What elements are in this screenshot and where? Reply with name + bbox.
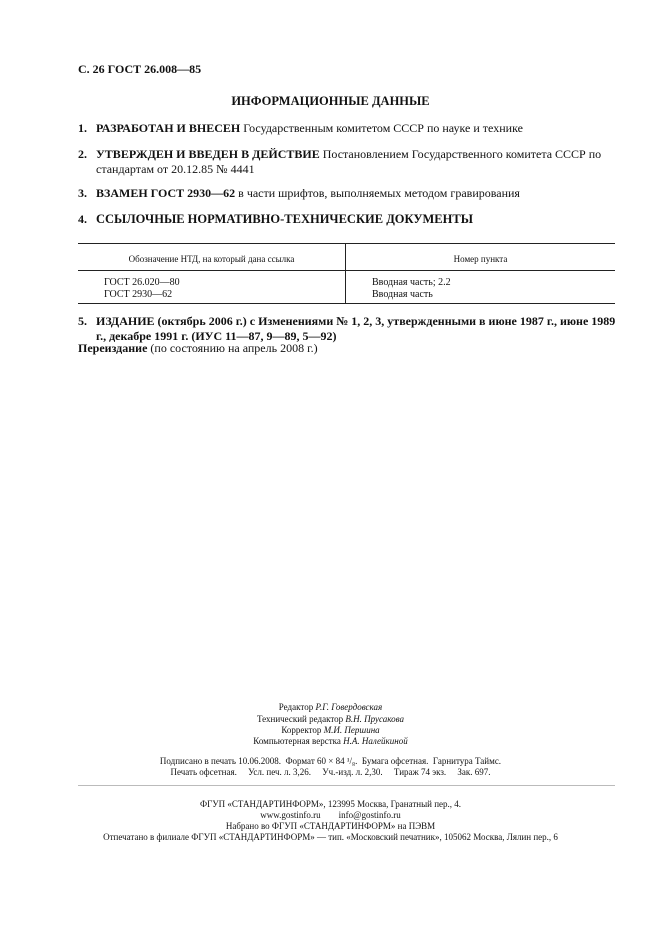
item-number: 4. <box>78 212 87 226</box>
item-text: в части шрифтов, выполняемых методом гравирования <box>235 186 520 200</box>
table-cell-clause: Вводная часть; 2.2 <box>372 277 451 288</box>
reprint-text: (по состоянию на апрель 2008 г.) <box>147 341 318 355</box>
credit-label: Редактор <box>278 702 314 712</box>
info-item-3 <box>78 186 616 201</box>
table-cell-doc: ГОСТ 2930—62 <box>104 289 173 300</box>
item-text: (октябрь 2006 г.) с Изменениями № 1, 2, 3, утвержденными в июне 1987 г., июне 1989 г., декабре 1991 г. (ИУС 11—87, 9—89, 5—92) <box>96 314 616 343</box>
table-cell-clause: Вводная часть <box>372 289 433 300</box>
table-header-rule <box>78 270 615 271</box>
credit-name: Р.Г. Говердовская <box>315 702 383 712</box>
credit-label: Технический редактор <box>256 714 344 724</box>
credit-proofreader <box>0 725 661 736</box>
publisher-line-1: ФГУП «СТАНДАРТИНФОРМ», 123995 Москва, Гранатный пер., 4. <box>199 799 462 809</box>
print-info-line-2: Печать офсетная. Усл. печ. л. 3,26. Уч.-изд. л. 2,30. Тираж 74 экз. Зак. 697. <box>170 767 491 777</box>
credit-name: Н.А. Налейкиной <box>343 736 408 746</box>
item-heading: РАЗРАБОТАН И ВНЕСЕН <box>96 121 241 135</box>
credit-name: В.Н. Прусакова <box>345 714 405 724</box>
publisher-contacts: www.gostinfo.ru info@gostinfo.ru <box>260 810 401 820</box>
section-title: ИНФОРМАЦИОННЫЕ ДАННЫЕ <box>231 94 430 108</box>
info-item-2 <box>78 147 616 177</box>
publisher-typeset: Набрано во ФГУП «СТАНДАРТИНФОРМ» на ПЭВМ <box>225 821 436 831</box>
item-number: 5. <box>78 314 87 328</box>
credit-label: Компьютерная верстка <box>253 736 341 746</box>
print-info-line-1: Подписано в печать 10.06.2008. Формат 60 × 84 ¹/₈. Бумага офсетная. Гарнитура Таймс. <box>159 756 502 766</box>
item-number: 2. <box>78 147 87 161</box>
item-heading: ССЫЛОЧНЫЕ НОРМАТИВНО-ТЕХНИЧЕСКИЕ ДОКУМЕНТЫ <box>96 212 473 226</box>
item-text: Государственным комитетом СССР по науке и технике <box>240 121 523 135</box>
item-text: Постановлением Государственного комитета СССР по стандартам от 20.12.85 № 4441 <box>96 147 602 176</box>
page-header: С. 26 ГОСТ 26.008—85 <box>78 62 202 76</box>
table-bottom-rule <box>78 303 615 304</box>
table-header-clause: Номер пункта <box>453 254 508 264</box>
table-header-document: Обозначение НТД, на который дана ссылка <box>128 254 295 264</box>
credit-editor <box>0 702 661 713</box>
item-number: 1. <box>78 121 87 135</box>
info-item-5 <box>78 314 616 344</box>
item-number: 3. <box>78 186 87 200</box>
info-item-4 <box>78 212 616 227</box>
item-heading: УТВЕРЖДЕН И ВВЕДЕН В ДЕЙСТВИЕ <box>96 147 320 161</box>
imprint-separator <box>78 785 615 786</box>
reprint-note <box>78 341 318 356</box>
info-item-1 <box>78 121 616 136</box>
credit-layout <box>0 736 661 747</box>
credit-name: М.И. Першина <box>323 725 380 735</box>
table-cell-doc: ГОСТ 26.020—80 <box>104 277 180 288</box>
item-heading: ИЗДАНИЕ <box>96 314 155 328</box>
table-column-divider <box>345 243 346 303</box>
publisher-printed: Отпечатано в филиале ФГУП «СТАНДАРТИНФОРМ» — тип. «Московский печатник», 105062 Москва, Лялин пер., 6 <box>103 832 558 842</box>
credit-label: Корректор <box>281 725 322 735</box>
credit-tech-editor <box>0 714 661 725</box>
table-top-rule <box>78 243 615 244</box>
item-heading: ВЗАМЕН ГОСТ 2930—62 <box>96 186 236 200</box>
reprint-label: Переиздание <box>78 341 148 355</box>
